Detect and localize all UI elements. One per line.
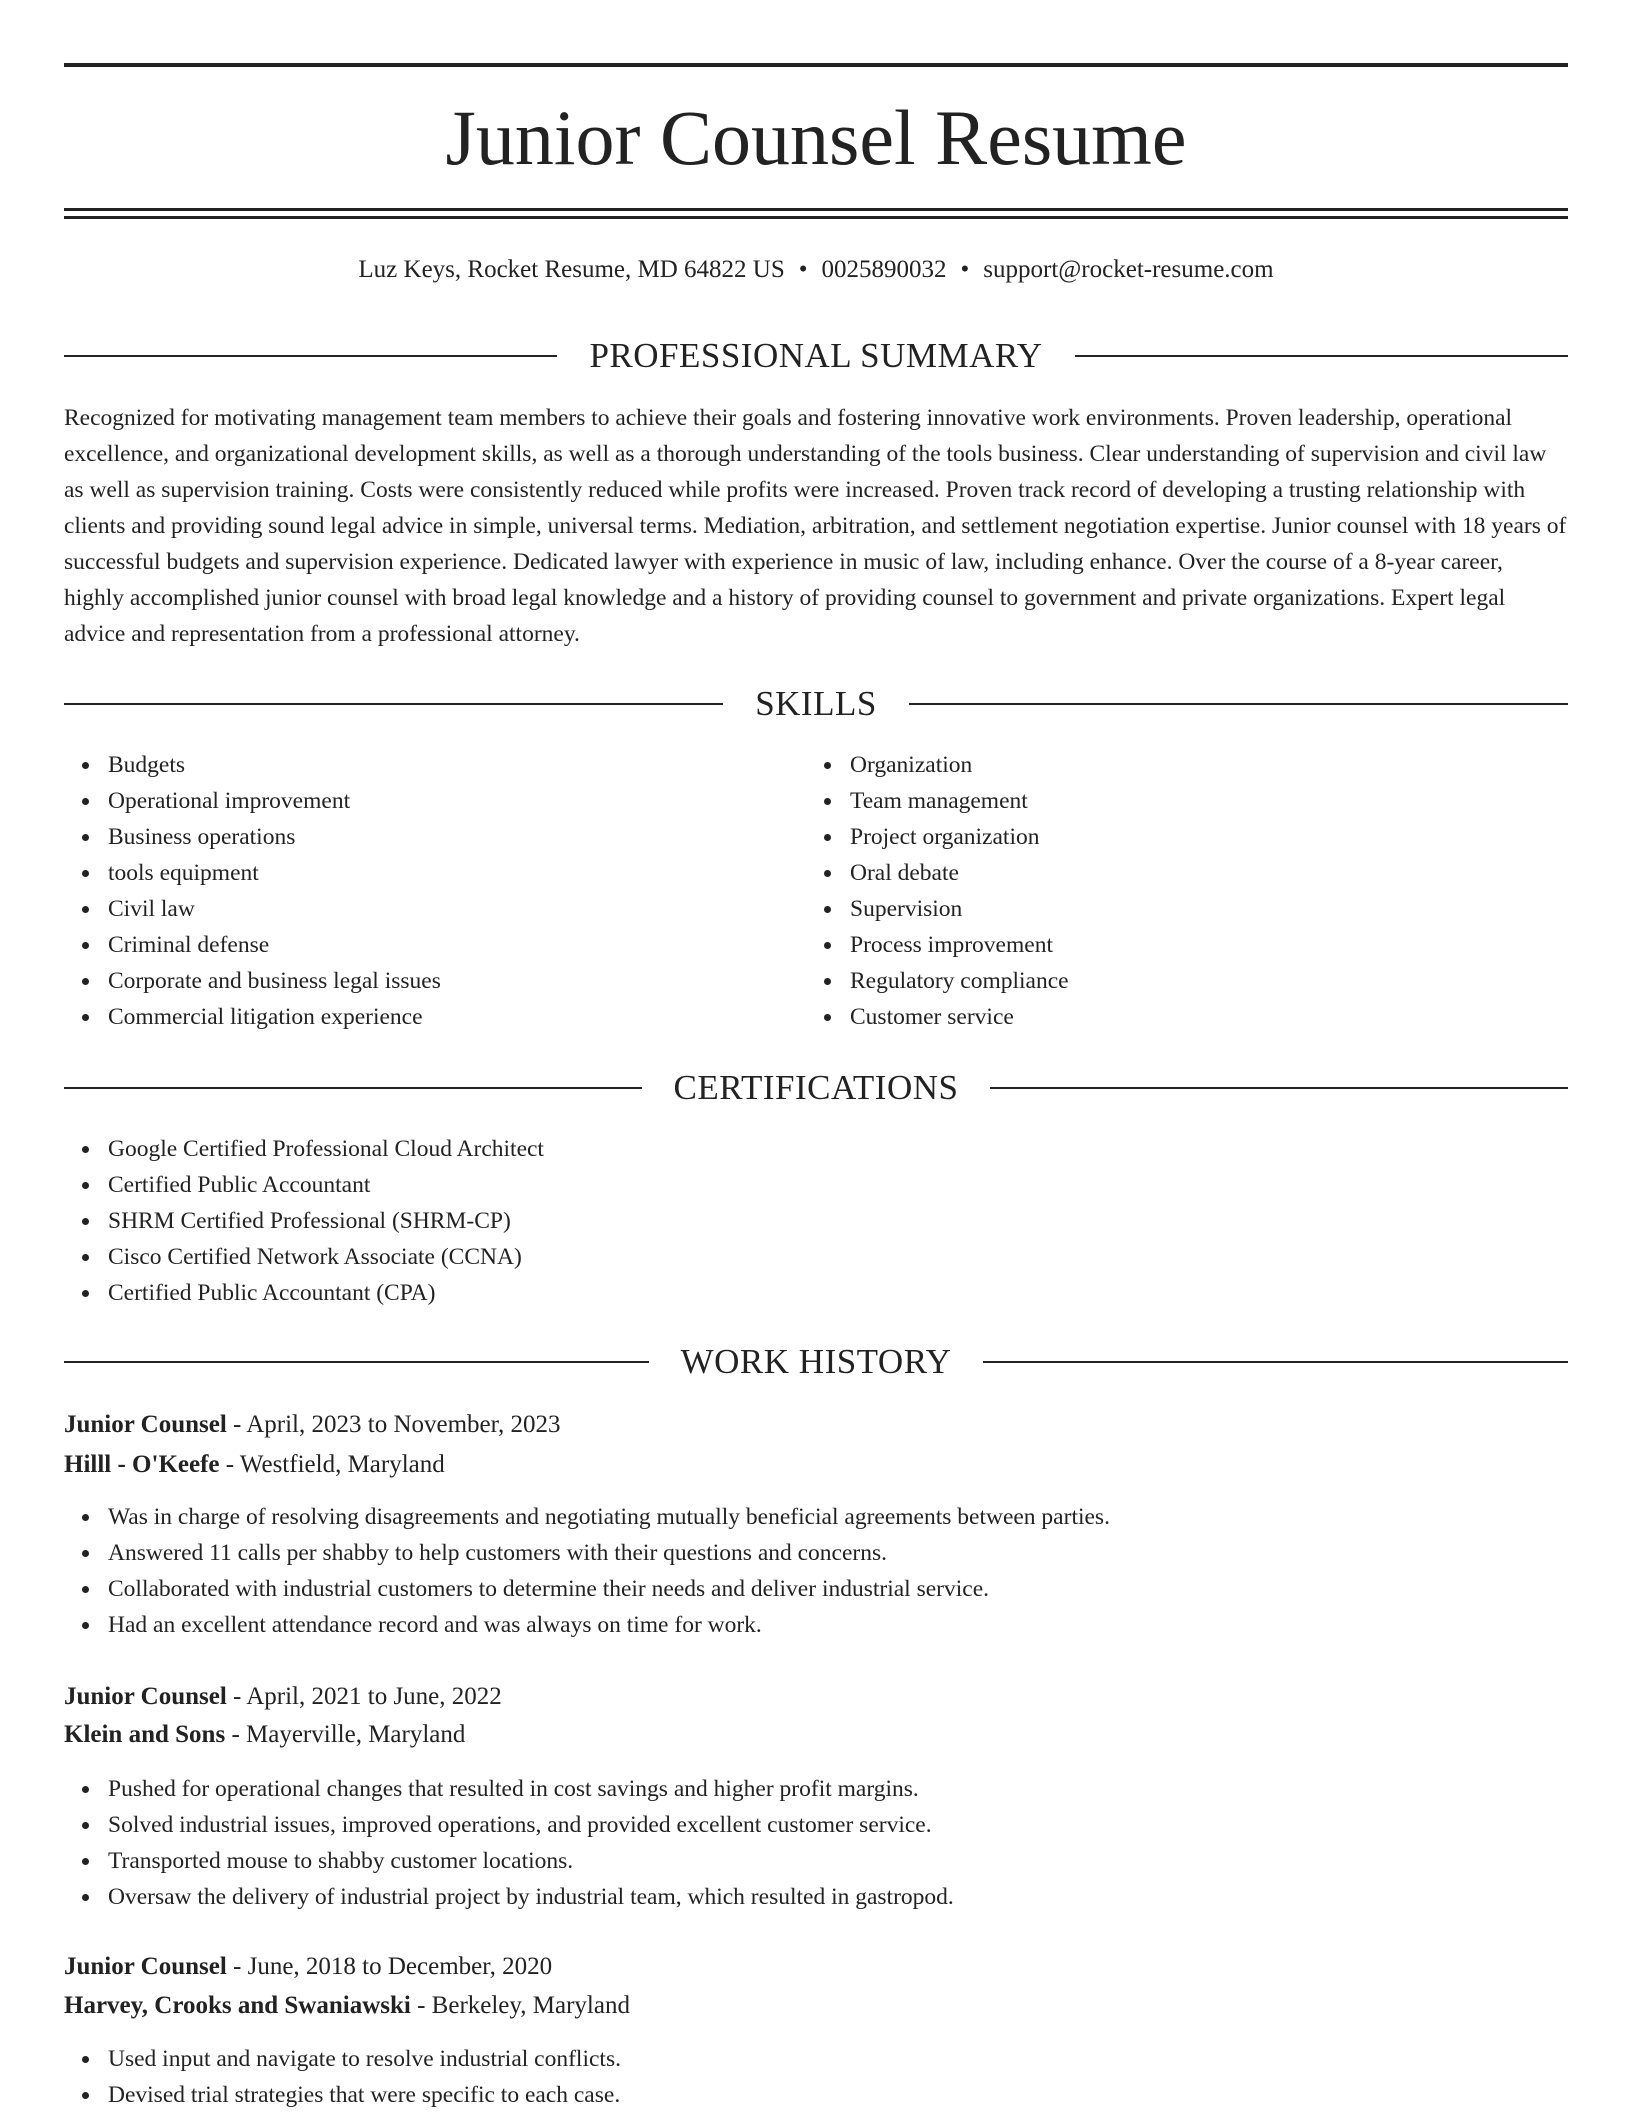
job-dates: - April, 2023 to November, 2023 — [226, 1411, 561, 1438]
job-company: Harvey, Crooks and Swaniawski — [64, 1992, 411, 2019]
skills-right-column — [806, 747, 1069, 1035]
job-location: - Westfield, Maryland — [219, 1451, 445, 1478]
job-title: Junior Counsel — [64, 1683, 227, 1710]
heading-rule — [64, 703, 723, 705]
skill-item: Budgets — [108, 747, 441, 783]
skill-item: Team management — [850, 783, 1069, 819]
job-title-line — [64, 1678, 502, 1716]
job-title: Junior Counsel — [64, 1411, 227, 1438]
contact-phone: 0025890032 — [821, 256, 947, 283]
skill-item: Civil law — [108, 891, 441, 927]
job-title-line — [64, 1406, 560, 1444]
skill-item: Operational improvement — [108, 783, 441, 819]
contact-separator: • — [960, 256, 970, 283]
summary-heading-label: PROFESSIONAL SUMMARY — [589, 336, 1043, 375]
heading-rule — [64, 355, 557, 357]
summary-heading — [64, 336, 1568, 376]
resume-title: Junior Counsel Resume — [445, 94, 1187, 181]
skill-item: Customer service — [850, 999, 1069, 1035]
job-company: Klein and Sons — [64, 1721, 226, 1748]
heading-rule — [983, 1361, 1568, 1363]
skill-item: Corporate and business legal issues — [108, 963, 441, 999]
certifications-list — [64, 1131, 544, 1311]
job-bullet: Transported mouse to shabby customer locations. — [108, 1843, 954, 1879]
certification-item: Certified Public Accountant — [108, 1167, 544, 1203]
job-bullet: Pushed for operational changes that resulted in cost savings and higher profit margins. — [108, 1771, 954, 1807]
certifications-block — [64, 1131, 544, 1311]
title-rule-upper — [64, 208, 1568, 211]
skill-item: Project organization — [850, 819, 1069, 855]
job-bullets — [64, 1499, 1110, 1643]
job-dates: - April, 2021 to June, 2022 — [226, 1683, 502, 1710]
job-bullet-list — [64, 2041, 621, 2113]
skill-item: tools equipment — [108, 855, 441, 891]
job-bullet: Had an excellent attendance record and was always on time for work. — [108, 1607, 1110, 1643]
skills-heading — [64, 684, 1568, 724]
job-bullets — [64, 1771, 954, 1915]
job-bullet: Oversaw the delivery of industrial project by industrial team, which resulted in gastropod. — [108, 1879, 954, 1915]
contact-email: support@rocket-resume.com — [983, 256, 1274, 283]
heading-rule — [1075, 355, 1568, 357]
skills-heading-label: SKILLS — [755, 684, 877, 723]
job-location: - Berkeley, Maryland — [410, 1992, 630, 2019]
heading-rule — [64, 1361, 649, 1363]
certification-item: SHRM Certified Professional (SHRM-CP) — [108, 1203, 544, 1239]
skill-item: Commercial litigation experience — [108, 999, 441, 1035]
certification-item: Google Certified Professional Cloud Architect — [108, 1131, 544, 1167]
summary-text: Recognized for motivating management team members to achieve their goals and fostering innovative work environments. Proven leadership, operational excellence, and organizational development skills, as well as a thorough understanding of the tools business. Clear understanding of supervision and civil law as well as supervision training. Costs were consistently reduced while profits were increased. Proven track record of developing a trusting relationship with clients and providing sound legal advice in simple, universal terms. Mediation, arbitration, and settlement negotiation expertise. Junior counsel with 18 years of successful budgets and supervision experience. Dedicated lawyer with experience in music of law, including enhance. Over the course of a 8-year career, highly accomplished junior counsel with broad legal knowledge and a history of providing counsel to government and private organizations. Expert legal advice and representation from a professional attorney. — [64, 405, 1567, 647]
contact-separator: • — [798, 256, 808, 283]
contact-line — [64, 252, 1568, 288]
top-rule — [64, 63, 1568, 67]
skill-item: Process improvement — [850, 927, 1069, 963]
skills-left-list — [64, 747, 441, 1035]
title-rule-lower — [64, 216, 1568, 219]
certification-item: Certified Public Accountant (CPA) — [108, 1275, 544, 1311]
heading-rule — [909, 703, 1568, 705]
skill-item: Organization — [850, 747, 1069, 783]
work-history-heading-label: WORK HISTORY — [680, 1342, 952, 1381]
job-bullet: Was in charge of resolving disagreements and negotiating mutually beneficial agreements between parties. — [108, 1499, 1110, 1535]
job-company-line — [64, 1446, 445, 1484]
job-company-line — [64, 1987, 630, 2025]
job-company: Hilll - O'Keefe — [64, 1451, 220, 1478]
job-title: Junior Counsel — [64, 1953, 227, 1980]
job-bullet: Used input and navigate to resolve industrial conflicts. — [108, 2041, 621, 2077]
job-title-line — [64, 1948, 552, 1986]
certification-item: Cisco Certified Network Associate (CCNA) — [108, 1239, 544, 1275]
skill-item: Regulatory compliance — [850, 963, 1069, 999]
job-bullet: Solved industrial issues, improved operations, and provided excellent customer service. — [108, 1807, 954, 1843]
skill-item: Supervision — [850, 891, 1069, 927]
job-bullet-list — [64, 1499, 1110, 1643]
skill-item: Oral debate — [850, 855, 1069, 891]
heading-rule — [990, 1087, 1568, 1089]
job-bullet: Answered 11 calls per shabby to help customers with their questions and concerns. — [108, 1535, 1110, 1571]
skill-item: Business operations — [108, 819, 441, 855]
certifications-heading-label: CERTIFICATIONS — [673, 1068, 959, 1107]
work-history-heading — [64, 1342, 1568, 1382]
heading-rule — [64, 1087, 642, 1089]
certifications-heading — [64, 1068, 1568, 1108]
job-dates: - June, 2018 to December, 2020 — [226, 1953, 553, 1980]
job-location: - Mayerville, Maryland — [225, 1721, 466, 1748]
job-bullet: Collaborated with industrial customers to determine their needs and deliver industrial service. — [108, 1571, 1110, 1607]
job-bullet: Devised trial strategies that were specific to each case. — [108, 2077, 621, 2113]
skills-left-column — [64, 747, 441, 1035]
job-company-line — [64, 1716, 465, 1754]
skill-item: Criminal defense — [108, 927, 441, 963]
job-bullets — [64, 2041, 621, 2113]
job-bullet-list — [64, 1771, 954, 1915]
contact-address: Luz Keys, Rocket Resume, MD 64822 US — [358, 256, 785, 283]
skills-right-list — [806, 747, 1069, 1035]
